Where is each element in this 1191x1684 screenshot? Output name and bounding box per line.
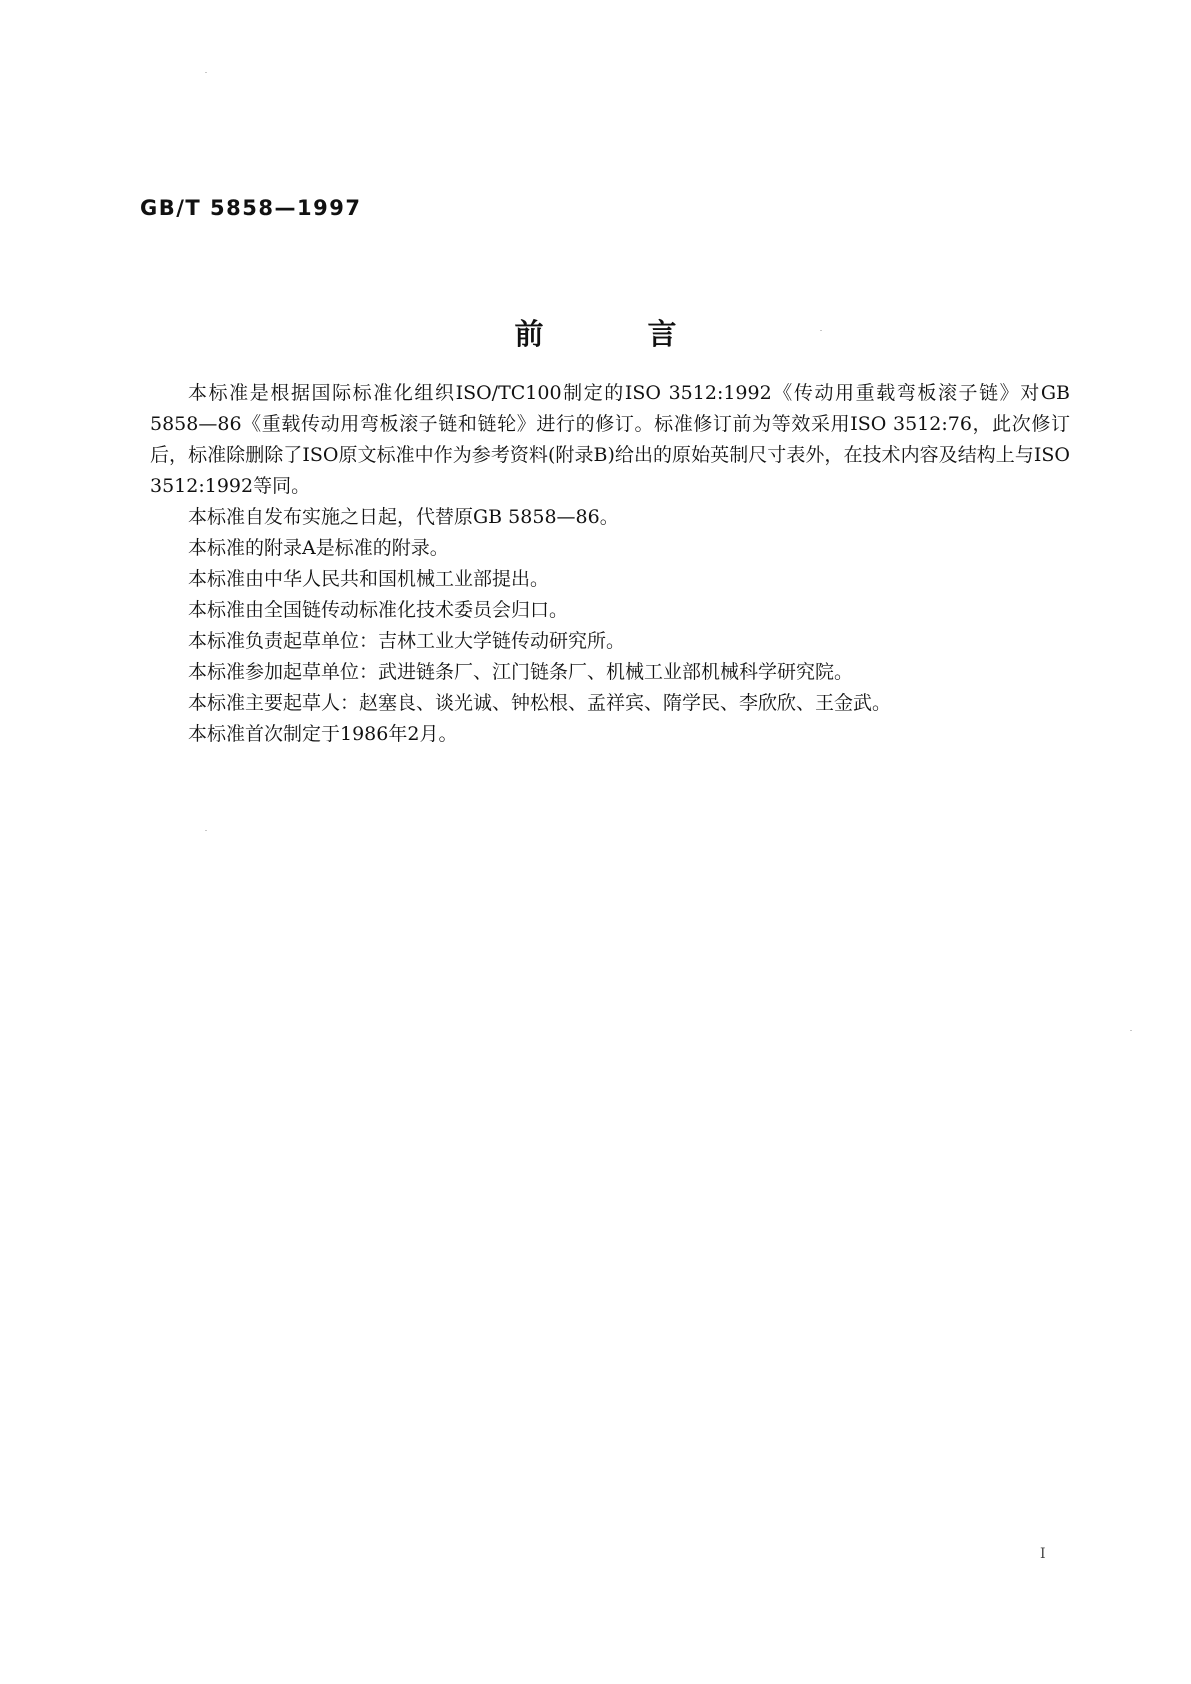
paragraph: 本标准首次制定于1986年2月。 [188,723,458,745]
title-char-2: 言 [647,317,677,351]
standard-code: GB/T 5858—1997 [140,196,362,220]
paragraph: 本标准自发布实施之日起，代替原GB 5858—86。 [188,506,619,528]
paragraph: 本标准主要起草人：赵塞良、谈光诚、钟松根、孟祥宾、隋学民、李欣欣、王金武。 [188,692,892,714]
page-number: I [1040,1546,1046,1562]
paragraph: 本标准是根据国际标准化组织ISO/TC100制定的ISO 3512:1992《传动用重载弯板滚子链》对GB 5858—86《重载传动用弯板滚子链和链轮》进行的修订。标准修订前为等效采用ISO 3512:76，此次修订后，标准除删除了ISO原文标准中作为参考资料(附录B)给出的原始英制尺寸表外，在技术内容及结构上与ISO 3512:1992等同。 [150,382,1070,497]
paragraph: 本标准由全国链传动标准化技术委员会归口。 [188,599,569,621]
paragraph: 本标准的附录A是标准的附录。 [188,537,449,559]
scan-speck [205,830,207,831]
foreword-body [150,378,1070,750]
paragraph: 本标准由中华人民共和国机械工业部提出。 [188,568,550,590]
paragraph: 本标准负责起草单位：吉林工业大学链传动研究所。 [188,630,626,652]
paragraph: 本标准参加起草单位：武进链条厂、江门链条厂、机械工业部机械科学研究院。 [188,661,854,683]
page-title [0,312,1191,353]
scan-speck [1130,1030,1132,1031]
title-char-1: 前 [514,317,544,351]
scan-speck [205,72,207,73]
scan-speck [820,330,822,331]
